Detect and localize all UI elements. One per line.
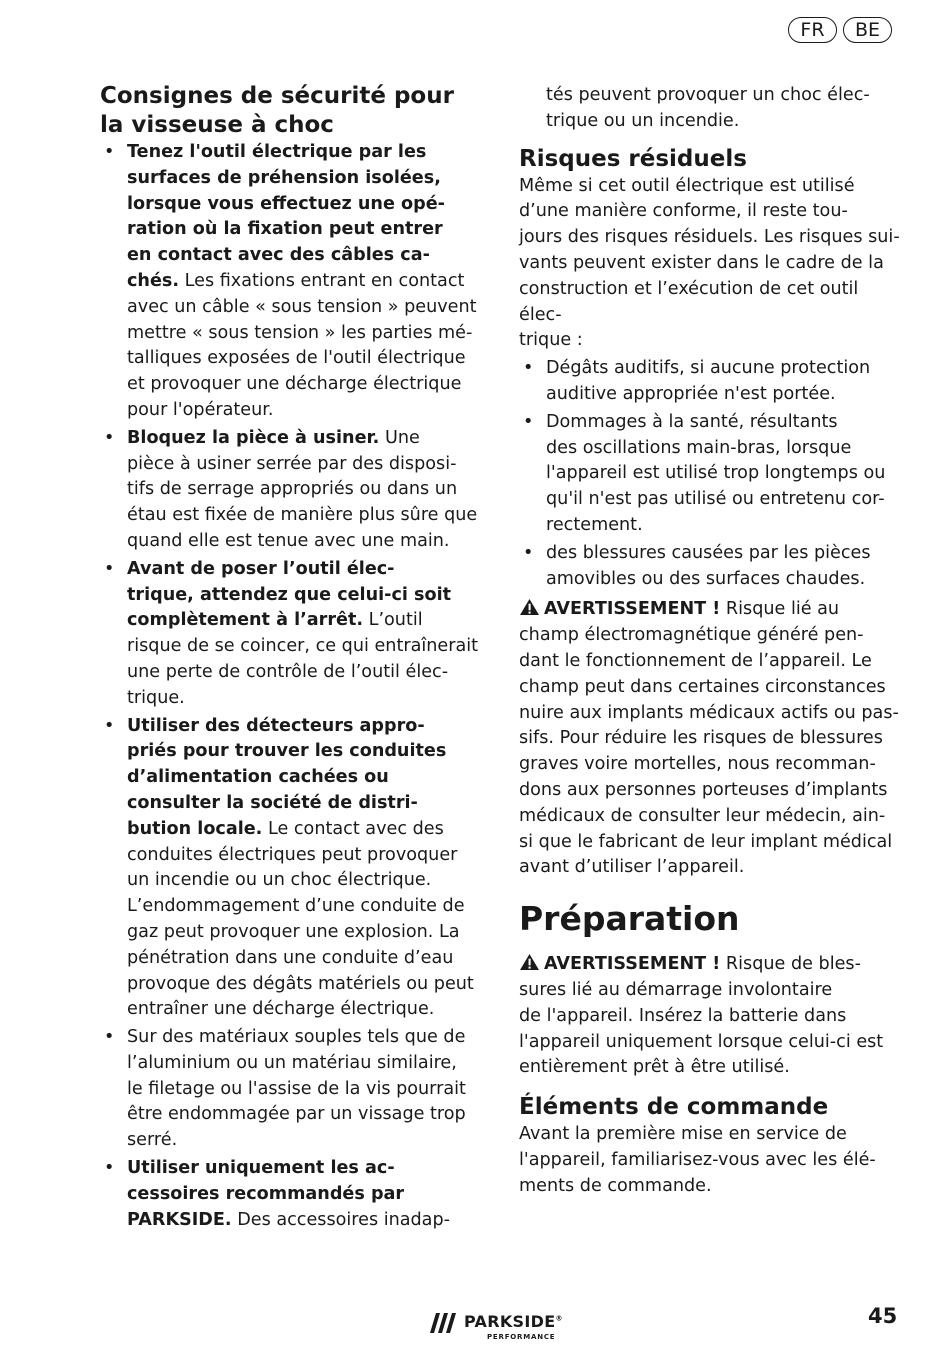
page-number: 45 xyxy=(868,1304,898,1328)
residual-risk-item: • Dommages à la santé, résultants des oscillations main-bras, lorsque l'appareil est utilisé trop longtemps ou qu'il n'est pas utilisé ou entretenu cor- rectement. xyxy=(523,411,886,535)
lang-badge-fr: FR xyxy=(788,17,837,43)
logo-slashes-icon xyxy=(430,1313,456,1333)
safety-item: • Sur des matériaux souples tels que de l’aluminium ou un matériau similaire, le filetage ou l'assise de la vis pourrait être endommagée par un vissage trop serré. xyxy=(104,1027,466,1151)
logo-wordmark: PARKSIDE® xyxy=(464,1312,563,1331)
warning-triangle-icon xyxy=(519,598,540,616)
controls-title: Éléments de commande xyxy=(519,1094,829,1121)
safety-title: Consignes de sécurité pour la visseuse à choc xyxy=(100,83,454,138)
startup-warning: AVERTISSEMENT ! Risque de bles- sures lié au démarrage involontaire de l'appareil. Insérez la batterie dans l'appareil uniquement lorsque celui-ci est entièrement prêt à être utilisé. xyxy=(519,954,884,1078)
right-column xyxy=(519,83,904,1199)
safety-item: • Tenez l'outil électrique par les surfaces de préhension isolées, lorsque vous effectuez une opé- ration où la fixation peut entrer en contact avec des câbles ca- chés. Les fixations entrant en contact avec un câble « sous tension » peuvent mettre « sous tension » les parties mé- talliques exposées de l'outil électrique et provoquer une décharge électrique pour l'opérateur. xyxy=(104,142,477,420)
safety-item: • Utiliser uniquement les ac- cessoires recommandés par PARKSIDE. Des accessoires inadap- xyxy=(104,1158,450,1230)
safety-item: • Bloquez la pièce à usiner. Une pièce à usiner serrée par des disposi- tifs de serrage appropriés ou dans un étau est fixée de manière plus sûre que quand elle est tenue avec une main. xyxy=(104,427,478,551)
safety-item: • Utiliser des détecteurs appro- priés pour trouver les conduites d’alimentation cachées ou consulter la société de distri- bution locale. Le contact avec des conduites électriques peut provoquer un incendie ou un choc électrique. L’endommagement d’une conduite de gaz peut provoquer une explosion. La pénétration dans une conduite d’eau provoque des dégâts matériels ou peut entraîner une décharge électrique. xyxy=(104,715,474,1020)
language-badges xyxy=(788,17,892,43)
residual-risks-title: Risques résiduels xyxy=(519,145,747,172)
residual-risks-intro: Même si cet outil électrique est utilisé d’une manière conforme, il reste tou- jours des risques résiduels. Les risques sui- vants peuvent exister dans le cadre de la construction et l’exécution de cet outil élec- trique : xyxy=(519,175,900,351)
residual-risk-item: • des blessures causées par les pièces amovibles ou des surfaces chaudes. xyxy=(523,542,871,589)
continued-text: tés peuvent provoquer un choc élec- trique ou un incendie. xyxy=(546,85,870,131)
logo-subtitle: PERFORMANCE xyxy=(487,1333,556,1341)
safety-list xyxy=(100,140,482,1233)
warning-triangle-icon xyxy=(519,953,540,971)
residual-risk-item: • Dégâts auditifs, si aucune protection auditive appropriée n'est portée. xyxy=(523,358,871,404)
lang-badge-be: BE xyxy=(843,17,892,43)
left-column xyxy=(100,82,482,1233)
safety-item: • Avant de poser l’outil élec- trique, attendez que celui-ci soit complètement à l’arrêt. L’outil risque de se coincer, ce qui entraînerait une perte de contrôle de l’outil élec- trique. xyxy=(104,558,479,708)
residual-risks-list xyxy=(519,356,904,592)
parkside-logo xyxy=(430,1310,590,1346)
preparation-title: Préparation xyxy=(519,899,740,939)
emf-warning: AVERTISSEMENT ! Risque lié au champ électromagnétique généré pen- dant le fonctionnement de l’appareil. Le champ peut dans certaines circonstances nuire aux implants médicaux actifs ou pas- sifs. Pour réduire les risques de blessures graves voire mortelles, nous recomman- dons aux personnes porteuses d’implants médicaux de consulter leur médecin, ain- si que le fabricant de leur implant médical avant d’utiliser l’appareil. xyxy=(519,599,899,878)
controls-text: Avant la première mise en service de l'appareil, familiarisez-vous avec les élé- ments de commande. xyxy=(519,1124,876,1196)
